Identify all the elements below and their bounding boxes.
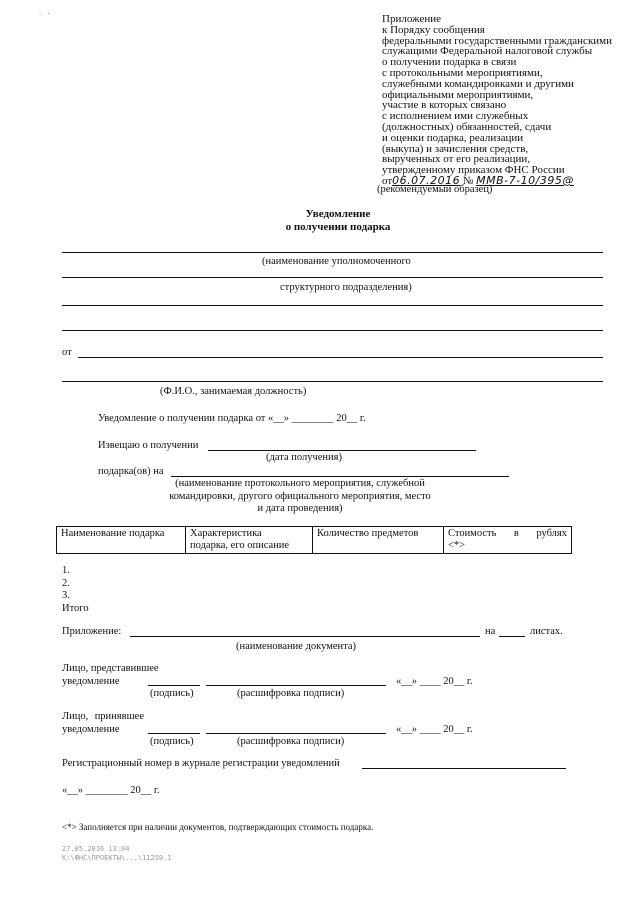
- col-gift-description: [186, 527, 313, 554]
- appendix-line: Приложение: [382, 13, 442, 25]
- footnote: <*> Заполняется при наличии документов, подтверждающих стоимость подарка.: [62, 822, 374, 832]
- receiver-signature-line: [148, 733, 200, 734]
- hint-document-name: (наименование документа): [236, 641, 357, 652]
- col-quantity: Количество предметов: [313, 527, 444, 554]
- list-item: Итого: [62, 602, 89, 614]
- hint-event: [0, 478, 600, 516]
- corner-marks: · ·: [38, 10, 51, 18]
- registration-label: Регистрационный номер в журнале регистрации уведомлений: [62, 758, 340, 769]
- table-header-row: [57, 527, 572, 554]
- from-line: [78, 357, 603, 358]
- hint-recipient-division: структурного подразделения): [280, 282, 412, 293]
- hint-event-line: и дата проведения): [257, 503, 343, 514]
- hint-fio: (Ф.И.О., занимаемая должность): [160, 386, 307, 397]
- attachment-label: Приложение:: [62, 626, 122, 637]
- submitter-line: Лицо, представившее: [62, 663, 159, 674]
- appendix-line: служебными командировками и другими: [382, 77, 574, 90]
- registration-line: [362, 768, 566, 769]
- appendix-line: к Порядку сообщения: [382, 23, 485, 36]
- col-cost: [444, 527, 572, 554]
- attachment-on: на: [485, 626, 496, 637]
- hint-signature: (подпись): [150, 736, 194, 747]
- stamp-line: 27.05.2016 13:04: [62, 845, 130, 853]
- receiver-label-line: [62, 711, 144, 722]
- col-cost-line: [448, 528, 567, 540]
- receiver-decoding-line: [206, 733, 386, 734]
- submitter-line: уведомление: [62, 676, 120, 687]
- col-cost-word: рублях: [536, 528, 567, 539]
- receipt-date-line: [208, 450, 476, 451]
- appendix-line: и оценки подарка, реализации: [382, 131, 524, 144]
- attachment-line: [130, 636, 480, 637]
- col-cost-word: Стоимость: [448, 528, 497, 539]
- recipient-line-4: [62, 330, 603, 331]
- submitter-date: «__» ____ 20__ г.: [396, 676, 473, 687]
- list-item: 1.: [62, 565, 70, 576]
- gifts-label: подарка(ов) на: [98, 466, 164, 477]
- appendix-line: служащими Федеральной налоговой службы: [382, 45, 593, 58]
- event-line: [171, 476, 509, 477]
- appendix-line: официальными мероприятиями,: [382, 88, 534, 101]
- title-line: о получении подарка: [285, 221, 391, 233]
- appendix-line: с протокольными мероприятиями,: [382, 66, 543, 79]
- bottom-date: «__» ________ 20__ г.: [62, 785, 160, 796]
- recipient-line-1: [62, 252, 603, 253]
- col-desc-line: подарка, его описание: [190, 540, 290, 551]
- hint-recipient: (наименование уполномоченного: [262, 256, 411, 267]
- attachment-sheets: листах.: [530, 626, 563, 637]
- submitter-signature-line: [148, 685, 200, 686]
- col-gift-name: Наименование подарка: [57, 527, 186, 554]
- appendix-line: с исполнением ими служебных: [382, 110, 529, 123]
- inform-label: Извещаю о получении: [98, 440, 199, 451]
- appendix-line: о получении подарка в связи: [382, 56, 517, 69]
- notice-date-line: Уведомление о получении подарка от «__» ________ 20__ г.: [98, 413, 366, 424]
- appendix-line: участие в которых связано: [382, 99, 507, 112]
- hint-event-line: (наименование протокольного мероприятия, служебной: [175, 478, 425, 489]
- recipient-line-2: [62, 277, 603, 278]
- gift-rows: [62, 565, 89, 615]
- appendix-line: федеральными государственными гражданскими: [382, 34, 613, 47]
- receiver-word: принявшее: [94, 711, 144, 722]
- appendix-line: вырученных от его реализации,: [382, 153, 531, 166]
- list-item: 2.: [62, 577, 70, 589]
- page-title: [0, 208, 640, 234]
- hint-signature: (подпись): [150, 688, 194, 699]
- hint-decoding: (расшифровка подписи): [237, 688, 345, 699]
- hint-event-line: командировки, другого официального мероприятия, место: [169, 490, 431, 502]
- hint-receipt-date: (дата получения): [266, 452, 342, 463]
- order-number-sign: №: [462, 174, 474, 187]
- order-number: ММВ-7-10/395@: [476, 173, 574, 187]
- col-desc-line: Характеристика: [190, 528, 262, 539]
- appendix-line: утвержденному приказом ФНС России: [382, 164, 565, 177]
- from-line-2: [62, 381, 603, 382]
- appendix-block: [382, 14, 612, 187]
- submitter-label: [62, 662, 159, 688]
- recipient-line-3: [62, 305, 603, 306]
- list-item: 3.: [62, 590, 70, 601]
- receiver-label-2: уведомление: [62, 724, 120, 735]
- gifts-table: [56, 526, 572, 554]
- col-cost-footnote-mark: <*>: [448, 540, 466, 551]
- order-prefix: от: [382, 174, 393, 187]
- col-cost-word: в: [513, 528, 519, 539]
- title-line: Уведомление: [305, 208, 371, 220]
- attachment-sheets-line: [499, 636, 525, 637]
- recommended-sample: (рекомендуемый образец): [377, 184, 493, 195]
- from-label: от: [62, 347, 72, 358]
- appendix-line: (выкупа) и зачисления средств,: [382, 142, 529, 155]
- receiver-date: «__» ____ 20__ г.: [396, 724, 473, 735]
- receiver-word: Лицо,: [62, 711, 89, 722]
- stamp-line: К:\ФНС\ПРОЕКТЫ\...\11259.1: [62, 854, 172, 862]
- submitter-decoding-line: [206, 685, 386, 686]
- appendix-line: (должностных) обязанностей, сдачи: [382, 120, 552, 133]
- hint-decoding: (расшифровка подписи): [237, 736, 345, 747]
- order-date: 06.07.2016: [392, 173, 461, 187]
